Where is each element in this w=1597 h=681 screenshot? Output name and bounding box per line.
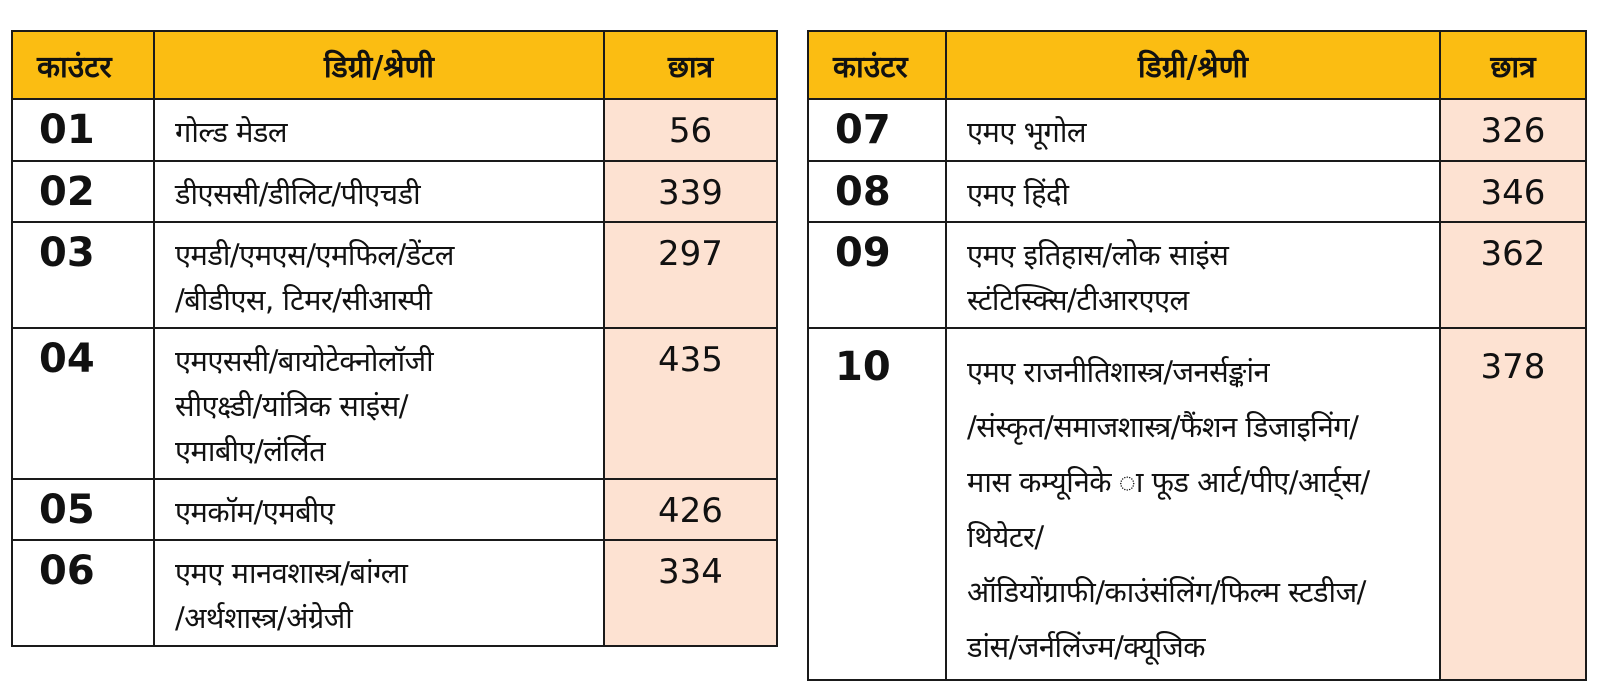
header-students: छात्र xyxy=(604,31,777,99)
header-counter: काउंटर xyxy=(808,31,946,99)
student-count: 362 xyxy=(1440,222,1586,328)
student-count: 326 xyxy=(1440,99,1586,161)
student-count: 426 xyxy=(604,479,777,540)
counter-number: 03 xyxy=(12,222,154,328)
student-count: 334 xyxy=(604,540,777,646)
header-students: छात्र xyxy=(1440,31,1586,99)
header-row xyxy=(808,31,1586,99)
counter-number: 10 xyxy=(808,328,946,680)
student-count: 56 xyxy=(604,99,777,161)
counter-number: 05 xyxy=(12,479,154,540)
table-row xyxy=(808,161,1586,222)
degree-category: एमए इतिहास/लोक साइंस स्टंटिस्क्सि/टीआरएएल xyxy=(946,222,1440,328)
counter-number: 09 xyxy=(808,222,946,328)
student-count: 339 xyxy=(604,161,777,222)
degree-category: एमए मानवशास्त्र/बांग्ला /अर्थशास्त्र/अंग्रेजी xyxy=(154,540,604,646)
student-count: 378 xyxy=(1440,328,1586,680)
table-row xyxy=(12,540,777,646)
table-row xyxy=(808,328,1586,680)
degree-category: एमए हिंदी xyxy=(946,161,1440,222)
student-count: 346 xyxy=(1440,161,1586,222)
counter-number: 08 xyxy=(808,161,946,222)
counter-table-left xyxy=(11,30,778,647)
degree-category: एमकॉम/एमबीए xyxy=(154,479,604,540)
header-row xyxy=(12,31,777,99)
table-row xyxy=(12,479,777,540)
degree-category: एमएससी/बायोटेक्नोलॉजी सीएक्ष्डी/यांत्रिक साइंस/ एमाबीए/लंर्लित xyxy=(154,328,604,479)
counter-number: 04 xyxy=(12,328,154,479)
table-row xyxy=(12,328,777,479)
table-row xyxy=(808,222,1586,328)
student-count: 435 xyxy=(604,328,777,479)
counter-number: 02 xyxy=(12,161,154,222)
header-degree: डिग्री/श्रेणी xyxy=(946,31,1440,99)
header-counter: काउंटर xyxy=(12,31,154,99)
table-row xyxy=(12,222,777,328)
degree-category: एमडी/एमएस/एमफिल/डेंटल /बीडीएस, टिमर/सीआस्पी xyxy=(154,222,604,328)
counter-number: 01 xyxy=(12,99,154,161)
counter-table-right xyxy=(807,30,1587,681)
counter-number: 07 xyxy=(808,99,946,161)
table-row xyxy=(12,99,777,161)
table-row xyxy=(12,161,777,222)
degree-category: डीएससी/डीलिट/पीएचडी xyxy=(154,161,604,222)
table-row xyxy=(808,99,1586,161)
degree-category: गोल्ड मेडल xyxy=(154,99,604,161)
degree-category: एमए भूगोल xyxy=(946,99,1440,161)
degree-category: एमए राजनीतिशास्त्र/जनर्सङ्कांन /संस्कृत/समाजशास्त्र/फैंशन डिजाइनिंग/ मास कम्यूनिके ा फूड आर्ट/पीए/आर्ट्स/थियेटर/ ऑडियोंग्राफी/काउंसंलिंग/फिल्म स्टडीज/ डांस/जर्नलिंज्म/क्यूजिक xyxy=(946,328,1440,680)
student-count: 297 xyxy=(604,222,777,328)
counter-number: 06 xyxy=(12,540,154,646)
header-degree: डिग्री/श्रेणी xyxy=(154,31,604,99)
